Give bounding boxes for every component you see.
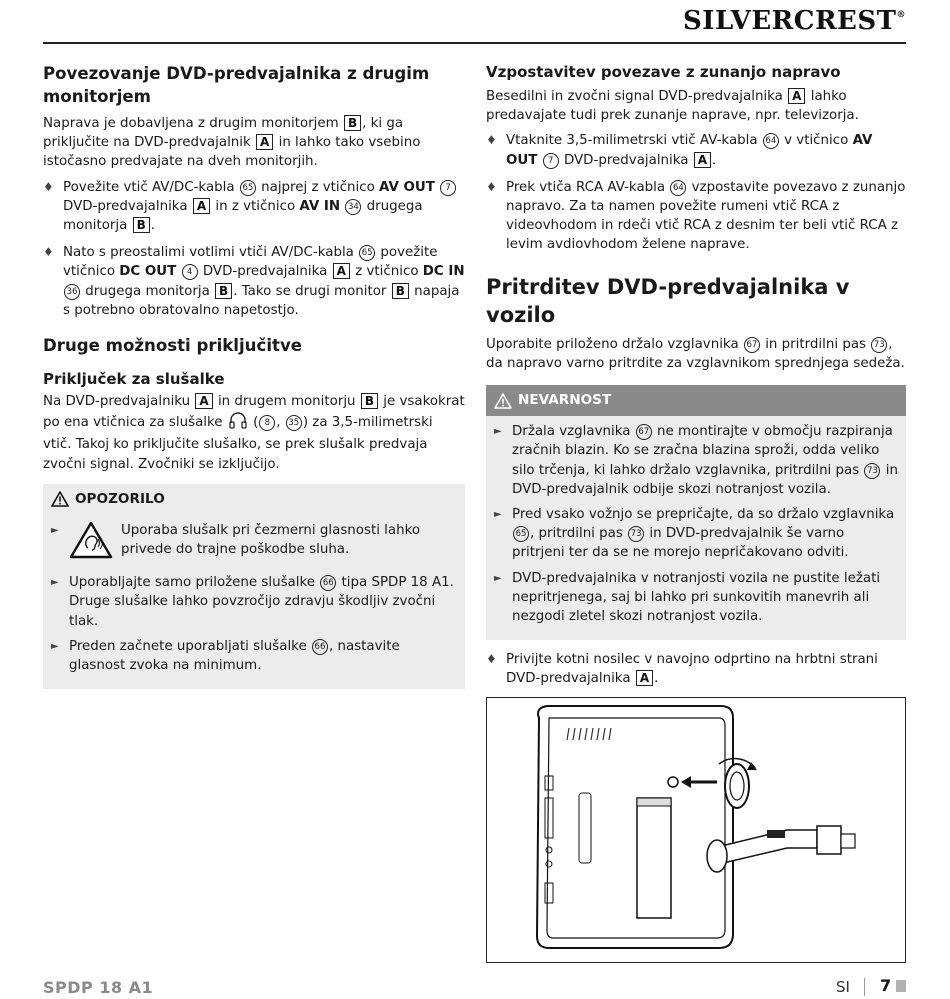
headphones-icon <box>228 411 248 435</box>
danger-item-check: ► Pred vsako vožnjo se prepričajte, da so držalo vzglavnika 65 , pritrdilni pas 73 in DVD-predvajalnik še varno pritrjeni ter da se ne morejo nepričakovano odviti. <box>494 507 895 561</box>
bullet-connect-dc: ♦ Nato s preostalimi votlimi vtiči AV/DC-kabla 65 povežite vtičnico DC OUT 4 DVD-predvajalnika A z vtičnico DC IN 36 drugega monitorja B . Tako se drugi monitor B napaja s potrebno obratovalno napetostjo. <box>43 245 465 318</box>
right-column <box>486 62 906 963</box>
danger-item-loose: ► DVD-predvajalnika v notranjosti vozila ne pustite ležati nepritrjenega, saj bi lahko pri sunkovitih manevrih ali nezgodi zletel skozi notranjost vozila. <box>494 570 881 625</box>
section-heading-vehicle: Pritrditev DVD-predvajalnika v vozilo <box>486 274 850 327</box>
warning-item-supplied-headphones: ► Uporabljajte samo priložene slušalke 66 tipa SPDP 18 A1. Druge slušalke lahko povzročijo zdravju škodljiv zvočni tlak. <box>51 575 454 629</box>
warning-item-volume: ► Preden začnete uporabljati slušalke 66 , nastavite glasnost zvoka na minimum. <box>51 638 400 674</box>
hearing-warning-icon <box>69 521 113 565</box>
bullet-bracket: ♦ Privijte kotni nosilec v navojno odprtino na hrbtni strani DVD-predvajalnika A . <box>486 652 878 687</box>
section-heading-monitor: Povezovanje DVD-predvajalnika z drugim monitorjem <box>43 64 430 106</box>
subheading-headphones: Priključek za slušalke <box>43 370 225 389</box>
warning-item-hearing: ► Uporaba slušalk pri čezmerni glasnosti lahko privede do trajne poškodbe sluha. <box>43 521 457 565</box>
brand-logo: SILVERCREST® <box>683 6 906 36</box>
danger-header: NEVARNOST <box>486 385 906 416</box>
label-a: A <box>256 134 273 150</box>
header-rule <box>43 42 906 44</box>
warning-box <box>43 484 465 689</box>
bullet-rca: ♦ Prek vtiča RCA AV-kabla 64 vzpostavite povezavo z zunanjo napravo. Za ta namen povežite rumeni vtič RCA z videovhodom in rdeči vtič RCA z desnim ter beli vtič RCA z levim avdiovhodom želene naprave. <box>486 179 906 253</box>
danger-box <box>486 385 906 640</box>
footer-language: SI <box>836 978 850 996</box>
label-b: B <box>344 115 361 131</box>
danger-item-airbag: ► Držala vzglavnika 67 ne montirajte v območju razpiranja zračnih blazin. Ko se zračna blazina sproži, odda veliko silo trčenja, ki lahko držalo vzglavnika, pritrdilni pas 73 in DVD-predvajalnik odbije skozi notranjost vozila. <box>494 424 898 497</box>
external-paragraph: Besedilni in zvočni signal DVD-predvajalnika A lahko predavajate tudi prek zunanje naprave, npr. televizorja. <box>486 89 859 124</box>
headphones-paragraph: Na DVD-predvajalniku A in drugem monitorju B je vsakokrat po ena vtičnica za slušalke ( 8 , 35 ) za 3,5-milimetrski vtič. Takoj ko priključite slušalko, se prek slušalk predvaja zvočni signal. Zvočniki se izključijo. <box>43 394 465 472</box>
warning-icon <box>494 393 512 409</box>
intro-paragraph: Naprava je dobavljena z drugim monitorjem B , ki ga priključite na DVD-predvajalnik A in lahko tako vsebino istočasno predvajate na dveh monitorjih. <box>43 116 421 170</box>
mounting-illustration <box>486 697 906 963</box>
left-column <box>43 62 465 699</box>
section-heading-external: Vzpostavitev povezave z zunanjo napravo <box>486 63 841 81</box>
footer-separator <box>864 978 865 996</box>
warning-icon <box>51 491 69 507</box>
warning-header: OPOZORILO <box>43 484 465 515</box>
bullet-connect-av-dc: ♦ Povežite vtič AV/DC-kabla 65 najprej z vtičnico AV OUT 7 DVD-predvajalnika A in z vtičnico AV IN 34 drugega monitorja B . <box>43 178 465 236</box>
section-heading-other: Druge možnosti priključitve <box>43 336 303 356</box>
footer-tab-marker <box>896 980 906 992</box>
footer-model: SPDP 18 A1 <box>43 978 154 997</box>
vehicle-paragraph: Uporabite priloženo držalo vzglavnika 67 in pritrdilni pas 73 , da napravo varno pritrdite za vzglavnikom sprednjega sedeža. <box>486 336 905 371</box>
bullet-av-cable: ♦ Vtaknite 3,5-milimetrski vtič AV-kabla 64 v vtičnico AV OUT 7 DVD-predvajalnika A . <box>486 133 873 168</box>
page-number: 7 <box>880 976 892 995</box>
